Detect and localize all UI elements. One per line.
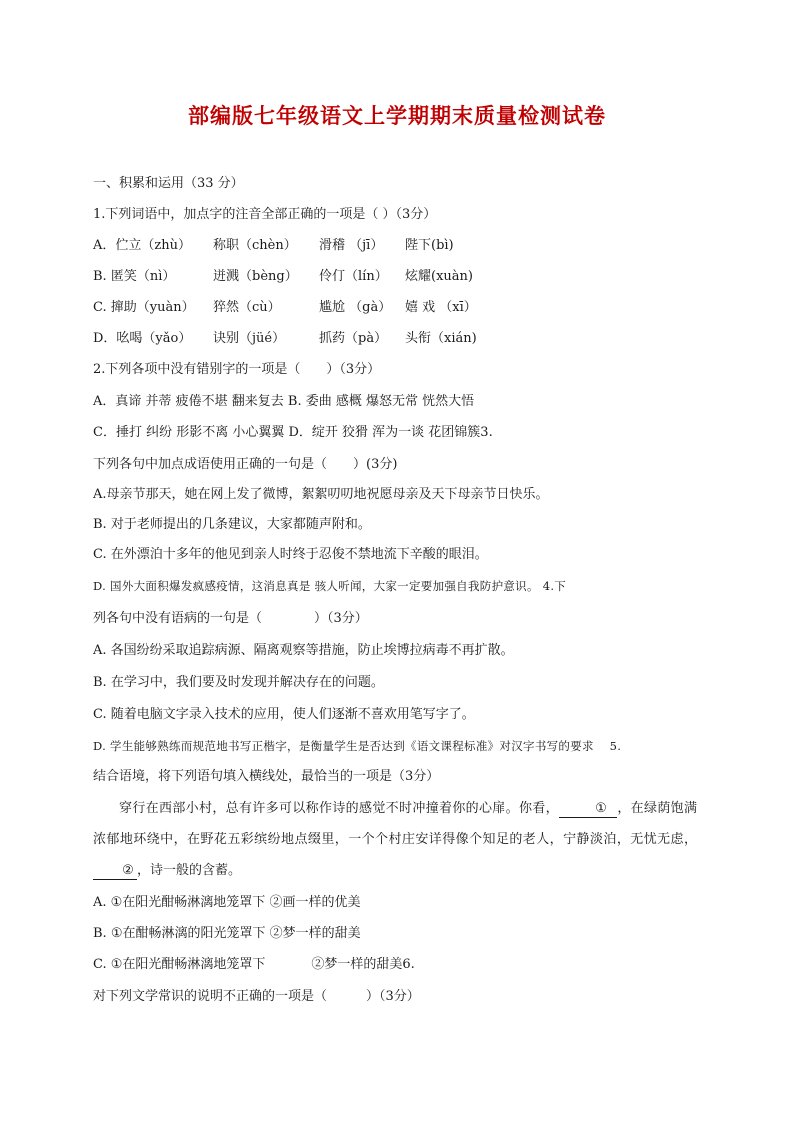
- passage-text: ，诗一般的含蓄。: [137, 863, 242, 878]
- option-word: D．吆喝（yǎo）: [93, 331, 192, 346]
- option-word: C. 撺助（yuàn）: [93, 300, 195, 315]
- question-2-stem: 2.下列各项中没有错别字的一项是（ ）（3分）: [93, 362, 381, 377]
- question-4-stem: 列各句中没有语病的一句是（ ）（3分）: [93, 611, 368, 626]
- option-word: 陛下(bì): [405, 238, 454, 253]
- question-3-option-b: B. 对于老师提出的几条建议，大家都随声附和。: [93, 517, 371, 532]
- question-5-stem: 结合语境，将下列语句填入横线处，最恰当的一项是（3分）: [93, 769, 440, 784]
- question-5-passage: [93, 793, 697, 886]
- question-3-option-a: A.母亲节那天，她在网上发了微博，絮絮叨叨地祝愿母亲及天下母亲节日快乐。: [93, 487, 549, 502]
- question-1-option-d: [93, 331, 477, 347]
- option-word: 诀别（jüé）: [213, 331, 286, 346]
- passage-text: 穿行在西部小村，总有许多可以称作诗的感觉不时冲撞着你的心扉。你看，: [119, 801, 559, 816]
- option-word: A．伫立（zhù）: [93, 238, 191, 253]
- fill-blank-1: ①: [559, 801, 617, 818]
- option-word: 迸溅（bèng）: [213, 269, 298, 284]
- section-heading: 一、积累和运用（33 分）: [93, 176, 244, 191]
- question-5-option-a: A. ①在阳光酣畅淋漓地笼罩下 ②画一样的优美: [93, 895, 361, 910]
- option-text: ②梦一样的甜美6.: [311, 957, 415, 972]
- question-1-option-b: [93, 269, 473, 285]
- option-word: 抓药（pà）: [319, 331, 388, 346]
- question-4-option-c: C. 随着电脑文字录入技术的应用，使人们逐渐不喜欢用笔写字了。: [93, 707, 475, 722]
- question-6-stem: 对下列文学常识的说明不正确的一项是（ ）（3分）: [93, 989, 420, 1004]
- question-1-stem: 1.下列词语中，加点字的注音全部正确的一项是（ ）（3分）: [93, 207, 437, 222]
- option-word: 炫耀(xuàn): [405, 269, 473, 284]
- question-1-option-a: [93, 238, 454, 254]
- option-word: 滑稽 （jī）: [319, 238, 384, 253]
- option-word: 尴尬 （gà）: [319, 300, 392, 315]
- option-word: B. 匿笑（nì）: [93, 269, 176, 284]
- option-word: 称职（chèn）: [213, 238, 297, 253]
- question-4-option-d: D. 学生能够熟练而规范地书写正楷字，是衡量学生是否达到《语文课程标准》对汉字书写的要求 5.: [93, 739, 622, 753]
- question-3-option-d: D. 国外大面积爆发疯感疫情，这消息真是 骇人听闻，大家一定要加强自我防护意识。 4.下: [93, 579, 567, 593]
- question-1-option-c: [93, 300, 477, 316]
- option-word: 嬉 戏 （xī）: [405, 300, 477, 315]
- option-text: C. ①在阳光酣畅淋漓地笼罩下: [93, 957, 266, 972]
- question-3-option-c: C. 在外漂泊十多年的他见到亲人时终于忍俊不禁地流下辛酸的眼泪。: [93, 547, 488, 562]
- option-word: 伶仃（lín）: [319, 269, 388, 284]
- question-4-option-b: B. 在学习中，我们要及时发现并解决存在的问题。: [93, 675, 384, 690]
- question-3-stem: 下列各句中加点成语使用正确的一句是（ ）(3分): [93, 457, 398, 472]
- option-word: 猝然（cù）: [213, 300, 281, 315]
- question-4-option-a: A. 各国纷纷采取追踪病源、隔离观察等措施，防止埃博拉病毒不再扩散。: [93, 643, 514, 658]
- question-5-option-b: B. ①在酣畅淋漓的阳光笼罩下 ②梦一样的甜美: [93, 926, 361, 941]
- question-2-options-ab: A．真谛 并蒂 疲倦不堪 翻来复去 B. 委曲 感概 爆怒无常 恍然大悟: [93, 394, 475, 409]
- question-5-option-c: [93, 957, 415, 973]
- passage-text: ，在绿荫饱满浓郁地环绕中，在野花五彩缤纷地点缀里，一个个村庄安详得像个知足的老人，宁静淡泊，无忧无虑，: [93, 801, 697, 847]
- page-title: 部编版七年级语文上学期期末质量检测试卷: [188, 104, 606, 128]
- option-word: 头衔（xián): [405, 331, 477, 346]
- question-2-options-cd: C．捶打 纠纷 形影不离 小心翼翼 D．绽开 狡猾 浑为一谈 花团锦簇3.: [93, 425, 493, 440]
- fill-blank-2: ②: [93, 863, 137, 880]
